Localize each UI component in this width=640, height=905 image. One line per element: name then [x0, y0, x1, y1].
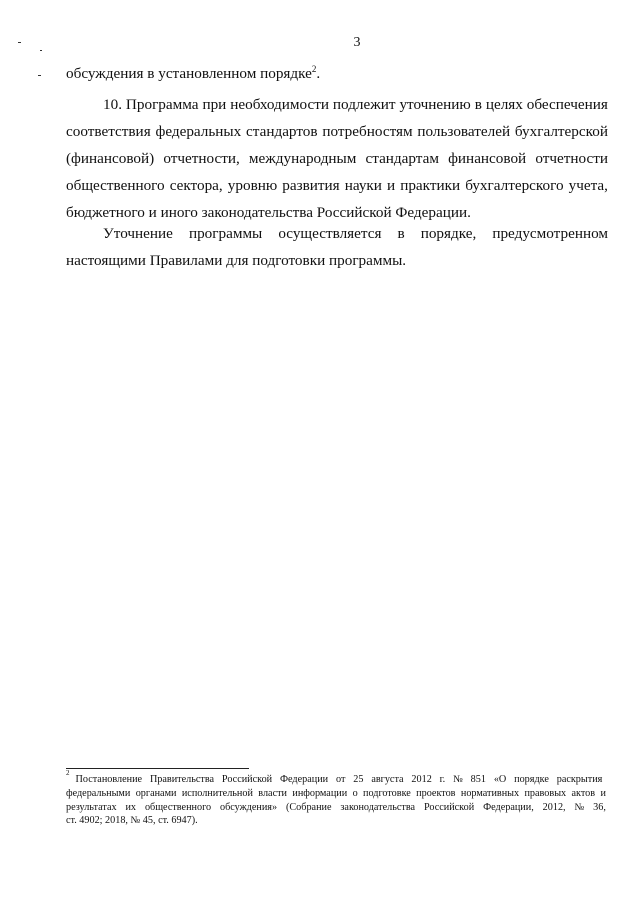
word: № — [453, 774, 463, 785]
word: федеральными — [66, 787, 131, 799]
paragraph-line — [66, 145, 608, 172]
paragraph-line: бюджетного и иного законодательства Российской Федерации. — [66, 204, 471, 221]
word: уровню — [227, 177, 278, 194]
word: 2012, — [542, 801, 566, 813]
word: бухгалтерского — [465, 177, 564, 194]
word: № — [574, 801, 585, 813]
word: Федерации, — [483, 801, 534, 813]
paragraph-line-text — [103, 91, 608, 118]
word: предусмотренном — [492, 225, 608, 242]
footnote-line: ст. 4902; 2018, № 45, ст. 6947). — [66, 815, 198, 827]
word: обсуждения» — [220, 801, 278, 813]
footnote-line — [66, 769, 606, 787]
word: обеспечения — [526, 96, 608, 113]
continuation-text: обсуждения в установленном порядке — [66, 65, 312, 82]
word: (финансовой) — [66, 150, 155, 167]
word: 851 — [470, 774, 486, 785]
word: актов — [571, 787, 596, 799]
word: уточнению — [399, 96, 471, 113]
word: развития — [282, 177, 340, 194]
footnote-ref: 2 — [311, 64, 317, 74]
word: осуществляется — [278, 225, 382, 242]
word: стандартов — [246, 123, 318, 140]
word: при — [202, 96, 227, 113]
word: власти — [258, 787, 288, 799]
word: подлежит — [332, 96, 396, 113]
word: органами — [135, 787, 177, 799]
word: потребностям — [322, 123, 413, 140]
word: Российской — [423, 801, 475, 813]
word: их — [125, 801, 137, 813]
word: общественного — [144, 801, 212, 813]
continuation-period: . — [316, 65, 321, 82]
word: практики — [400, 177, 461, 194]
word: соответствия — [66, 123, 151, 140]
word: целях — [485, 96, 523, 113]
body-continuation — [66, 60, 608, 87]
footnote-line-text — [76, 773, 603, 787]
word: информации — [292, 787, 348, 799]
word: в — [397, 225, 405, 242]
word: 10. — [103, 96, 122, 113]
word: нормативных — [460, 787, 520, 799]
word: (Собрание — [285, 801, 332, 813]
word: общественного — [66, 177, 165, 194]
word: Программа — [125, 96, 199, 113]
paragraph-line-text — [103, 220, 608, 247]
word: порядке, — [420, 225, 477, 242]
word: программы — [188, 225, 263, 242]
word: науки — [344, 177, 382, 194]
word: пользователей — [417, 123, 511, 140]
word: международным — [248, 150, 357, 167]
word: федеральных — [155, 123, 242, 140]
word: и — [600, 787, 606, 799]
word: подготовке — [363, 787, 411, 799]
word: августа — [371, 774, 404, 785]
word: отчетности, — [163, 150, 240, 167]
word: сектора, — [169, 177, 223, 194]
word: в — [474, 96, 482, 113]
paragraph-line — [66, 220, 608, 247]
word: результатах — [66, 801, 117, 813]
word: раскрытия — [556, 774, 603, 785]
word: проектов — [416, 787, 456, 799]
word: «О — [493, 774, 507, 785]
word: финансовой — [448, 150, 527, 167]
word: правовых — [524, 787, 567, 799]
page-number: 3 — [353, 35, 361, 50]
word: и — [387, 177, 396, 194]
word: Постановление — [75, 774, 143, 785]
paragraph-10 — [66, 91, 608, 226]
word: о — [352, 787, 358, 799]
footnote-line — [66, 787, 606, 801]
footnote-marker: 2 — [66, 769, 70, 777]
word: бухгалтерской — [514, 123, 608, 140]
word: от — [335, 774, 346, 785]
word: г. — [439, 774, 446, 785]
word: учета, — [568, 177, 608, 194]
paragraph-line — [66, 91, 608, 118]
word: отчетности — [535, 150, 608, 167]
footnote-separator — [66, 768, 249, 769]
word: Российской — [221, 774, 273, 785]
footnote-line — [66, 801, 606, 815]
footnote — [66, 769, 606, 828]
word: законодательства — [340, 801, 416, 813]
word: 25 — [353, 774, 364, 785]
word: Федерации — [280, 774, 329, 785]
word: стандартам — [365, 150, 439, 167]
word: порядке — [514, 774, 549, 785]
word: необходимости — [230, 96, 329, 113]
word: исполнительной — [181, 787, 253, 799]
paragraph-line — [66, 118, 608, 145]
scan-speck — [38, 75, 41, 76]
word: 2012 — [411, 774, 432, 785]
word: Уточнение — [103, 225, 173, 242]
paragraph-refinement — [66, 220, 608, 274]
paragraph-line — [66, 172, 608, 199]
paragraph-line: настоящими Правилами для подготовки программы. — [66, 252, 407, 269]
word: Правительства — [149, 774, 215, 785]
word: 36, — [593, 801, 606, 813]
